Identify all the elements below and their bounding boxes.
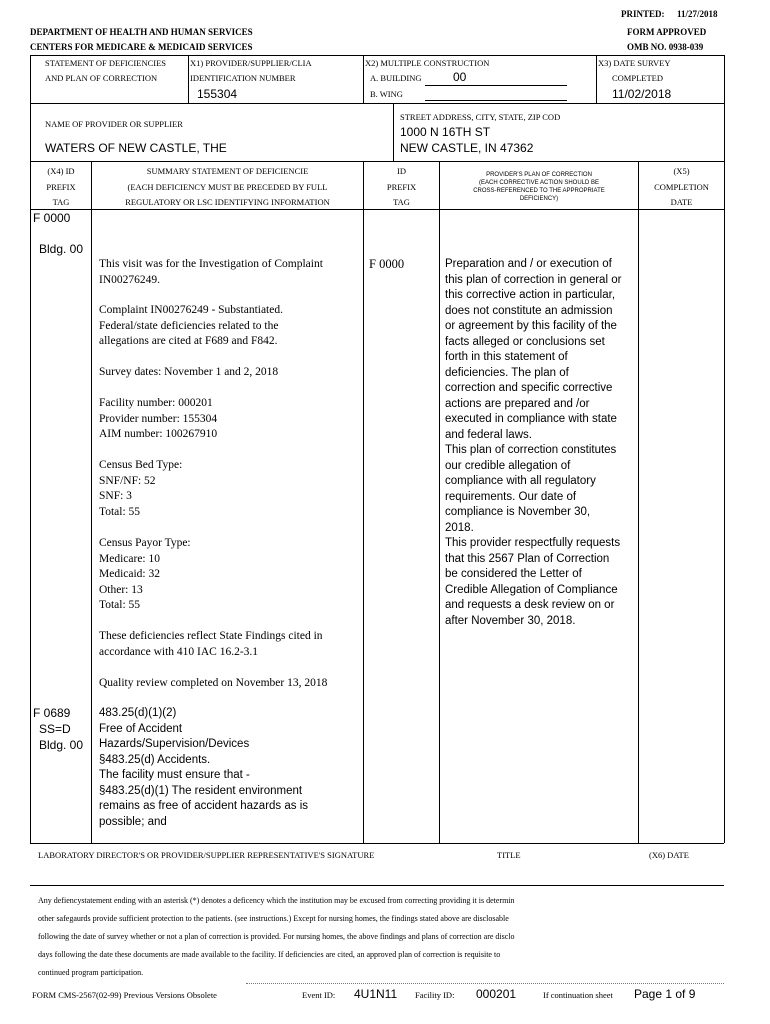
rule [638,161,639,843]
col-date: DATE [670,197,693,207]
col-x4-prefix: PREFIX [46,182,76,192]
plan-line: facts alleged or conclusions set [445,335,605,348]
summary-facility-number: Facility number: 000201 [99,397,213,409]
rule [596,55,597,103]
plan-line: executed in compliance with state [445,413,617,425]
col-plan-3: CROSS-REFERENCED TO THE APPROPRIATE [473,188,605,194]
summary-payor-total: Total: 55 [99,599,141,611]
plan-line: be considered the Letter of [445,568,582,580]
plan-line: and requests a desk review on or [445,599,615,611]
x2-label: X2) MULTIPLE CONSTRUCTION [365,58,490,68]
provider-name: WATERS OF NEW CASTLE, THE [45,141,227,155]
summary-complaint: Complaint IN00276249 - Substantiated. Federal/state deficiencies related to the allegations are cited at F689 and F842. [99,304,283,347]
bldg-00: Bldg. 00 [39,242,84,256]
col-x5: (X5) [673,166,690,176]
col-summary-3: REGULATORY OR LSC IDENTIFYING INFORMATION [125,197,330,207]
x3-sublabel: COMPLETED [612,73,663,83]
rule [393,103,394,161]
page-number: Page 1 of 9 [634,987,696,1001]
plan-line: forth in this statement of [445,351,568,363]
x1-sublabel: IDENTIFICATION NUMBER [190,73,296,83]
address-city: NEW CASTLE, IN 47362 [400,141,534,155]
agency-line2: CENTERS FOR MEDICARE & MEDICAID SERVICES [30,42,253,52]
disclaimer-line-1: Any defiencystatement ending with an asterisk (*) denotes a deficency which the institution may be excused from correcting providing it is determin [38,896,515,905]
plan-prefix: F 0000 [369,257,405,271]
x6-date-label: (X6) DATE [649,850,689,860]
omb-number: OMB NO. 0938-039 [627,42,704,52]
summary-medicare: Medicare: 10 [99,552,160,565]
disclaimer-line-4: days following the date these documents are made available to the facility. If deficiencies are cited, an approved plan of correction is requisite to [38,950,501,959]
event-id-value: 4U1N11 [354,987,398,1001]
plan-line: deficiencies. The plan of [445,366,569,379]
address-street: 1000 N 16TH ST [400,125,491,139]
wing-label: B. WING [370,89,403,99]
bldg-00-b: Bldg. 00 [39,738,84,752]
rule [30,843,724,844]
reg-line-4: §483.25(d) Accidents. [99,753,211,766]
col-plan-1: PROVIDER'S PLAN OF CORRECTION [486,172,592,178]
reg-line-6: §483.25(d)(1) The resident environment [99,784,303,797]
summary-snf-nf: SNF/NF: 52 [99,474,156,487]
disclaimer-line-5: continued program participation. [38,968,144,977]
address-label: STREET ADDRESS, CITY, STATE, ZIP COD [400,112,561,122]
x3-label: X3) DATE SURVEY [598,58,671,68]
footer-dotted-rule [246,983,724,984]
rule [724,55,725,843]
statement-line2: AND PLAN OF CORRECTION [45,73,158,83]
summary-census-payor: Census Payor Type: [99,537,191,549]
col-plan-2: (EACH CORRECTIVE ACTION SHOULD BE [478,180,600,186]
plan-line: compliance is November 30, [445,506,591,518]
event-id-label: Event ID: [302,990,336,1000]
statement-line1: STATEMENT OF DEFICIENCIES [45,58,167,68]
rule [439,161,440,843]
summary-other: Other: 13 [99,583,143,596]
building-label: A. BUILDING [370,73,422,83]
plan-line: does not constitute an admission [445,304,613,317]
plan-line: 2018. [445,521,474,534]
rule [30,103,724,104]
tag-f0689: F 0689 [33,706,71,720]
reg-line-5: The facility must ensure that - [99,769,250,781]
printed-label: PRINTED: [621,9,665,19]
wing-underline [425,100,567,101]
summary-aim-number: AIM number: 100267910 [99,428,218,440]
title-label: TITLE [497,850,521,860]
plan-line: Preparation and / or execution of [445,258,612,270]
plan-line: and federal laws. [445,428,532,441]
reg-line-8: possible; and [99,815,167,828]
plan-line: This plan of correction constitutes [445,444,617,456]
plan-line: Credible Allegation of Compliance [445,583,618,596]
building-value: 00 [453,70,467,84]
plan-line: this plan of correction in general or [445,273,622,286]
col-summary-1: SUMMARY STATEMENT OF DEFICIENCIE [146,166,309,176]
rule [188,55,189,103]
building-underline [425,85,567,86]
form-approved: FORM APPROVED [627,27,707,37]
signature-label: LABORATORY DIRECTOR'S OR PROVIDER/SUPPLIER REPRESENTATIVE'S SIGNATURE [38,850,375,860]
plan-line: This provider respectfully requests [445,537,621,549]
provider-number: 155304 [197,87,238,101]
col-id: ID [397,166,406,176]
summary-medicaid: Medicaid: 32 [99,568,160,580]
plan-line: correction and specific corrective [445,382,613,394]
form-number: FORM CMS-2567(02-99) Previous Versions Obsolete [32,990,217,1000]
col-completion: COMPLETION [654,182,709,192]
rule [30,209,724,210]
rule [91,161,92,843]
rule [363,55,364,103]
plan-line: actions are prepared and /or [445,397,590,410]
summary-census-bed: Census Bed Type: [99,459,183,471]
disclaimer-line-2: other safegaurds provide sufficient protection to the patients. (see instructions.) Except for nursing homes, the findings stated above are disclosable [38,914,509,923]
tag-f0000: F 0000 [33,211,71,225]
printed-date: 11/27/2018 [677,9,718,19]
summary-snf: SNF: 3 [99,490,132,502]
rule [30,885,724,886]
plan-line: our credible allegation of [445,459,571,472]
summary-state-findings: These deficiencies reflect State Findings cited in accordance with 410 IAC 16.2-3.1 [99,630,323,658]
col-plan-4: DEFICIENCY) [519,196,559,202]
reg-line-1: 483.25(d)(1)(2) [99,707,177,719]
summary-provider-number: Provider number: 155304 [99,412,218,425]
rule [30,161,724,162]
rule [363,161,364,843]
plan-line: or agreement by this facility of the [445,320,617,332]
plan-line: requirements. Our date of [445,490,577,503]
col-prefix: PREFIX [386,182,417,192]
summary-visit: This visit was for the Investigation of Complaint IN00276249. [99,258,323,286]
plan-line: after November 30, 2018. [445,614,576,627]
summary-quality-review: Quality review completed on November 13, 2018 [99,677,328,689]
agency-line1: DEPARTMENT OF HEALTH AND HUMAN SERVICES [30,27,253,37]
summary-bed-total: Total: 55 [99,505,141,518]
col-summary-2: (EACH DEFICIENCY MUST BE PRECEDED BY FULL [127,182,328,192]
col-x4-tag: TAG [52,197,70,207]
scope-severity: SS=D [39,722,71,736]
col-tag: TAG [393,197,410,207]
plan-line: that this 2567 Plan of Correction [445,552,610,565]
reg-line-3: Hazards/Supervision/Devices [99,738,250,750]
col-x4-id: (X4) ID [47,166,75,176]
reg-line-2: Free of Accident [99,722,183,735]
disclaimer-line-3: following the date of survey whether or not a plan of correction is provided. For nursing homes, the above findings and plans of correction are disclo [38,932,515,941]
x1-label: X1) PROVIDER/SUPPLIER/CLIA [190,58,312,68]
survey-date: 11/02/2018 [612,87,672,101]
facility-id-label: Facility ID: [415,990,455,1000]
summary-survey-dates: Survey dates: November 1 and 2, 2018 [99,366,279,378]
rule [30,55,724,56]
facility-id-value: 000201 [476,987,517,1001]
plan-line: this corrective action in particular, [445,289,616,301]
reg-line-7: remains as free of accident hazards as is [99,800,309,812]
plan-line: compliance with all regulatory [445,475,596,487]
provider-label: NAME OF PROVIDER OR SUPPLIER [45,119,183,129]
continuation-label: If continuation sheet [543,990,613,1000]
